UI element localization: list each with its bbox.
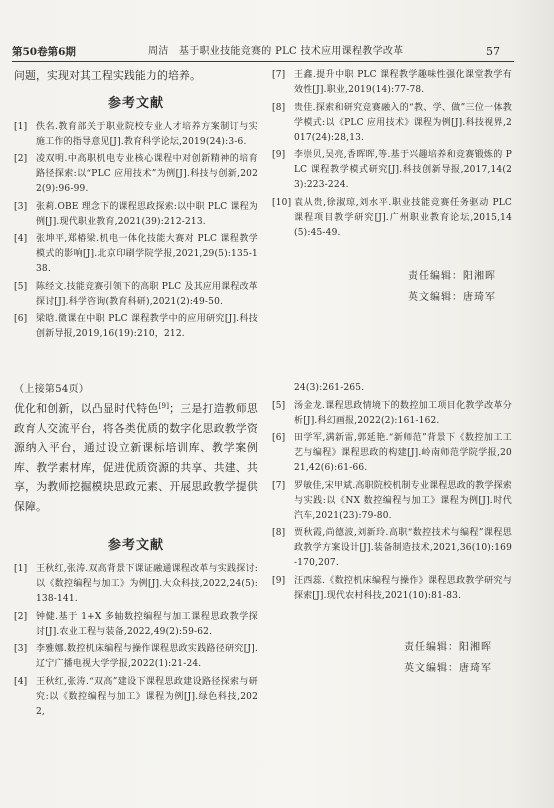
citation-marker: [9] [158, 402, 170, 410]
reference-number: [8] [272, 102, 286, 113]
reference-number: [3] [14, 644, 28, 654]
reference-text: 汪西蕊.《数控机床编程与操作》课程思政教学研究与探索[J].现代农村科技,2021(10):81-83. [294, 575, 512, 601]
reference-number: [3] [14, 201, 28, 212]
reference-number: [5] [272, 400, 286, 411]
reference-item [14, 675, 258, 720]
responsible-editor: 责任编辑：阳湘晖 [408, 271, 496, 282]
references-heading: 参考文献 [107, 95, 164, 111]
reference-text: 佚名.教育部关于职业院校专业人才培养方案制订与实施工作的指导意见[J].教育科学论坛,2019(24):3-6. [36, 121, 258, 147]
editor-credits [404, 637, 492, 679]
reference-number: [1] [14, 121, 28, 132]
bottom-left-column [14, 381, 258, 722]
page-number: 57 [486, 45, 500, 58]
reference-text: 张莉.OBE 理念下的课程思政探索:以中职 PLC 课程为例[J].现代职业教育,2021(39):212-213. [36, 201, 258, 227]
reference-number: [6] [272, 433, 286, 443]
editor-credits [408, 266, 496, 308]
reference-number: [4] [14, 676, 28, 687]
reference-text: 陈经文.技能竞赛引领下的高职 PLC 及其应用课程改革探讨[J].科学咨询(教育科研),2021(2):49-50. [36, 281, 258, 307]
paragraph-text-after-citation: ；三是打造教师思政育人交流平台，将各类优质的数字化思政教学资源纳入平台，通过设立新课标培训库、教学案例库、教学素材库，促进优质资源的共享、共建、共享，为教师挖掘模块思政元素、开展思政教学提供保障。 [14, 402, 258, 513]
reference-item [14, 120, 258, 150]
reference-item [14, 152, 258, 197]
reference-number: [4] [14, 234, 28, 244]
reference-text: 汤金龙.课程思政情境下的数控加工项目化教学改革分析[J].科幻画报,2022(2):161-162. [294, 400, 512, 426]
top-left-column [14, 66, 258, 345]
reference-item [14, 232, 258, 277]
paragraph-text-before-citation: 优化和创新，以凸显时代特色 [14, 402, 159, 415]
reference-item [14, 610, 258, 640]
english-editor: 英文编辑：唐琦军 [408, 292, 496, 303]
reference-item [14, 642, 258, 672]
reference-item [272, 574, 512, 604]
top-right-column [272, 68, 512, 243]
reference-text: 王秋红,张涛.“双高”建设下课程思政建设路径探索与研究:以《数控编程与加工》课程为例[J].绿色科技,2022, [36, 676, 258, 717]
reference-item [272, 479, 512, 524]
reference-number: [8] [272, 528, 286, 538]
responsible-editor: 责任编辑：阳湘晖 [404, 642, 492, 653]
reference-item [272, 148, 512, 193]
reference-number: [2] [14, 154, 28, 164]
reference-number: [1] [14, 564, 28, 574]
volume-issue-label: 第50卷第6期 [12, 46, 76, 58]
reference-text: 凌双明.中高职机电专业核心课程中对创新精神的培育路径探索:以“PLC 应用技术”为例[J].科技与创新,2022(9):96-99. [36, 154, 258, 194]
reference-item [272, 68, 512, 98]
reference-item [272, 431, 512, 476]
reference-item [14, 200, 258, 230]
reference-list [272, 68, 512, 241]
reference-number: [7] [272, 70, 286, 80]
reference-text: 梁晗.微课在中职 PLC 课程教学中的应用研究[J].科技创新导报,2019,16(19):210，212. [36, 314, 258, 339]
reference-text: 田学军,满新雷,郭延艳.“新师范”背景下《数控加工工艺与编程》课程思政的构建[J].岭南师范学院学报,2021,42(6):61-66. [294, 433, 512, 473]
running-title: 周洁 基于职业技能竞赛的 PLC 技术应用课程教学改革 [148, 46, 404, 57]
reference-number: [7] [272, 480, 286, 491]
continued-paragraph [14, 399, 258, 516]
reference-text: 张坤平,郑椿梁.机电一体化技能大赛对 PLC 课程教学模式的影响[J].北京印刷学院学报,2021,29(5):135-138. [36, 234, 258, 274]
reference-item [272, 101, 512, 146]
reference-text: 袁从贵,徐淑琼,刘水平.职业技能竞赛任务驱动 PLC 课程项目教学研究[J].广州职业教育论坛,2015,14(5):45-49. [294, 197, 512, 238]
reference-list [14, 120, 258, 343]
reference-text: 李雅娜.数控机床编程与操作课程思政实践路径研究[J].辽宁广播电视大学学报,2022(1):21-24. [36, 644, 258, 669]
reference-item [14, 562, 258, 607]
reference-item [14, 280, 258, 310]
reference-item [272, 399, 512, 429]
article-closing-paragraph: 问题，实现对其工程实践能力的培养。 [14, 69, 201, 82]
reference-text: 王鑫.提升中职 PLC 课程教学趣味性强化课堂教学有效性[J].职业,2019(14):77-78. [294, 70, 512, 95]
continued-from-note: （上接第54页） [14, 384, 90, 395]
reference-text: 罗敏佳,宋甲斌.高职院校机制专业课程思政的教学探索与实践:以《NX 数控编程与加工》课程为例[J].时代汽车,2021(23):79-80. [294, 480, 512, 521]
reference-text: 李崇贝,吴亮,香晖晖,等.基于兴趣培养和竞赛锻炼的 PLC 课程教学模式研究[J].科技创新导报,2017,14(23):223-224. [294, 150, 512, 190]
reference-list [272, 399, 512, 604]
reference-number: [2] [14, 611, 28, 622]
reference-text: 钟健.基于 1+X 多轴数控编程与加工课程思政教学探讨[J].农业工程与装备,2022,49(2):59-62. [36, 611, 258, 637]
reference-item [272, 196, 512, 241]
reference-number: [9] [272, 575, 286, 586]
reference-number: [6] [14, 314, 28, 324]
reference-item [272, 526, 512, 571]
header-rule [12, 61, 514, 62]
references-heading: 参考文献 [107, 538, 164, 553]
reference-text: 贵佳.探索和研究竞赛融入的“教、学、做”三位一体教学模式:以《PLC 应用技术》课程为例[J].科技视界,2017(24):28,13. [294, 102, 512, 143]
english-editor: 英文编辑：唐琦军 [404, 663, 492, 674]
reference-number: [9] [272, 150, 286, 160]
reference-text: 王秋红,张涛.双高背景下课证融通课程改革与实践探讨:以《数控编程与加工》为例[J].大众科技,2022,24(5):138-141. [36, 564, 258, 604]
reference-number: [10] [272, 197, 292, 208]
reference-text: 贾秋霞,尚德波,刘新玲.高职“数控技术与编程”课程思政教学方案设计[J].装备制造技术,2021,36(10):169-170,207. [294, 528, 512, 568]
bottom-right-column [272, 381, 512, 606]
reference-item [14, 312, 258, 342]
reference-list [14, 562, 258, 720]
reference-number: [5] [14, 281, 28, 292]
reference-continuation: 24(3):261-265. [294, 383, 365, 393]
